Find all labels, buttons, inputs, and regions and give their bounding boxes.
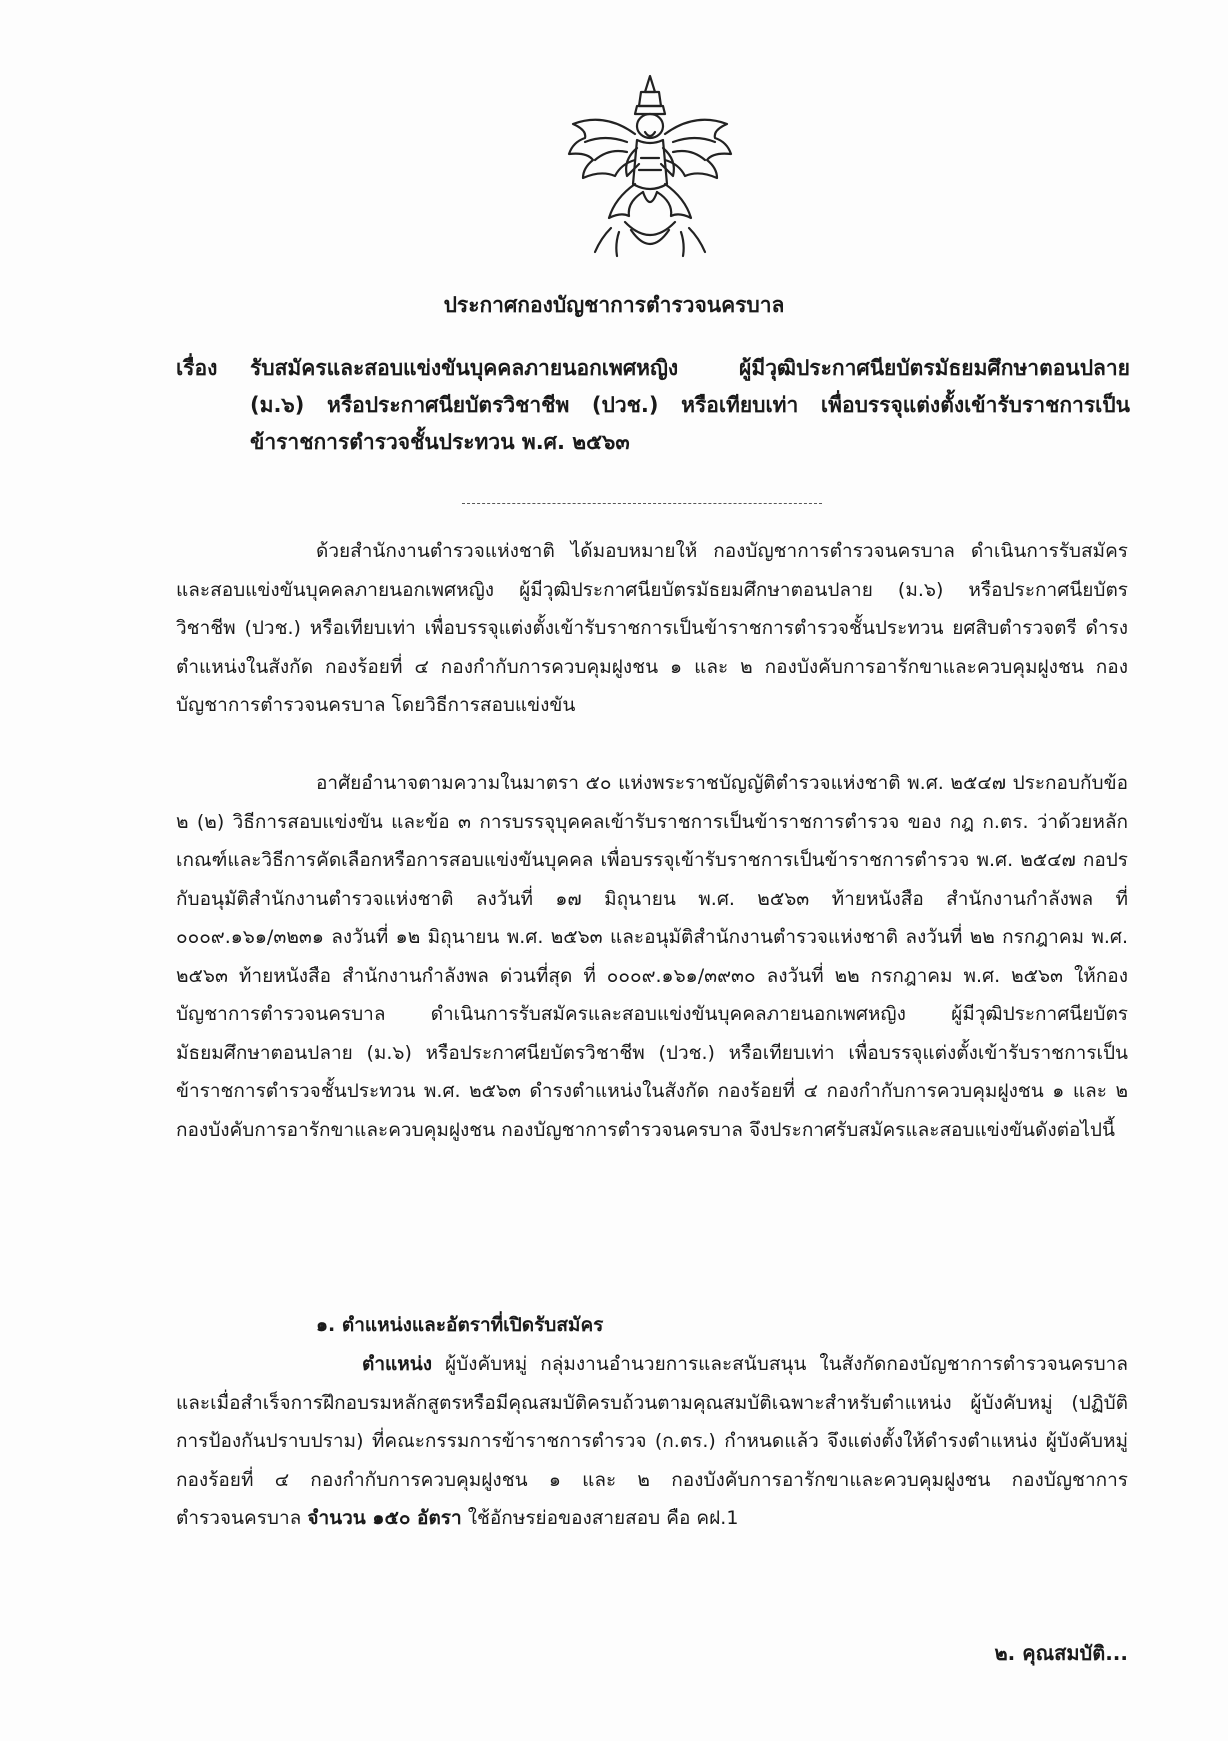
- next-page-indicator: ๒. คุณสมบัติ...: [994, 1641, 1128, 1665]
- section-1-paragraph: [176, 1345, 1128, 1538]
- section-1-heading: ๑. ตำแหน่งและอัตราที่เปิดรับสมัคร: [316, 1314, 604, 1336]
- exam-code-text: ใช้อักษรย่อของสายสอบ คือ คฝ.1: [461, 1507, 739, 1529]
- quota-amount: จำนวน ๑๕๐ อัตรา: [307, 1507, 462, 1529]
- position-description: ผู้บังคับหมู่ กลุ่มงานอำนวยการและสนับสนุน ในสังกัดกองบัญชาการตำรวจนครบาล และเมื่อสำเร็จการฝึกอบรมหลักสูตรหรือมีคุณสมบัติครบถ้วนตามคุณสมบัติเฉพาะสำหรับตำแหน่ง ผู้บังคับหมู่ (ปฏิบัติการป้องกันปราบปราม) ที่คณะกรรมการข้าราชการตำรวจ (ก.ตร.) กำหนดแล้ว จึงแต่งตั้งให้ดำรงตำแหน่ง ผู้บังคับหมู่ กองร้อยที่ ๔ กองกำกับการควบคุมฝูงชน ๑ และ ๒ กองบังคับการอารักขาและควบคุมฝูงชน กองบัญชาการตำรวจนครบาล: [176, 1353, 1128, 1529]
- paragraph-authority: อาศัยอำนาจตามความในมาตรา ๕๐ แห่งพระราชบัญญัติตำรวจแห่งชาติ พ.ศ. ๒๕๔๗ ประกอบกับข้อ ๒ (๒) วิธีการสอบแข่งขัน และข้อ ๓ การบรรจุบุคคลเข้ารับราชการเป็นข้าราชการตำรวจ ของ กฎ ก.ตร. ว่าด้วยหลักเกณฑ์และวิธีการคัดเลือกหรือการสอบแข่งขันบุคคล เพื่อบรรจุเข้ารับราชการเป็นข้าราชการตำรวจ พ.ศ. ๒๕๔๗ กอปรกับอนุมัติสำนักงานตำรวจแห่งชาติ ลงวันที่ ๑๗ มิถุนายน พ.ศ. ๒๕๖๓ ท้ายหนังสือ สำนักงานกำลังพล ที่ ๐๐๐๙.๑๖๑/๓๒๓๑ ลงวันที่ ๑๒ มิถุนายน พ.ศ. ๒๕๖๓ และอนุมัติสำนักงานตำรวจแห่งชาติ ลงวันที่ ๒๒ กรกฎาคม พ.ศ. ๒๕๖๓ ท้ายหนังสือ สำนักงานกำลังพล ด่วนที่สุด ที่ ๐๐๐๙.๑๖๑/๓๙๓๐ ลงวันที่ ๒๒ กรกฎาคม พ.ศ. ๒๕๖๓ ให้กองบัญชาการตำรวจนครบาล ดำเนินการรับสมัครและสอบแข่งขันบุคคลภายนอกเพศหญิง ผู้มีวุฒิประกาศนียบัตรมัธยมศึกษาตอนปลาย (ม.๖) หรือประกาศนียบัตรวิชาชีพ (ปวช.) หรือเทียบเท่า เพื่อบรรจุแต่งตั้งเข้ารับราชการเป็นข้าราชการตำรวจชั้นประทวน พ.ศ. ๒๕๖๓ ดำรงตำแหน่งในสังกัด กองร้อยที่ ๔ กองกำกับการควบคุมฝูงชน ๑ และ ๒ กองบังคับการอารักขาและควบคุมฝูงชน กองบัญชาการตำรวจนครบาล จึงประกาศรับสมัครและสอบแข่งขันดังต่อไปนี้: [176, 772, 1128, 1141]
- position-label: ตำแหน่ง: [362, 1353, 433, 1375]
- garuda-emblem-icon: [565, 72, 735, 262]
- separator-line: [462, 503, 822, 504]
- subject-text: รับสมัครและสอบแข่งขันบุคคลภายนอกเพศหญิง ผู้มีวุฒิประกาศนียบัตรมัธยมศึกษาตอนปลาย (ม.๖) หรือประกาศนียบัตรวิชาชีพ (ปวช.) หรือเทียบเท่า เพื่อบรรจุแต่งตั้งเข้ารับราชการเป็นข้าราชการตำรวจชั้นประทวน พ.ศ. ๒๕๖๓: [250, 356, 1130, 454]
- subject-label: เรื่อง: [176, 356, 218, 380]
- paragraph-intro: ด้วยสำนักงานตำรวจแห่งชาติ ได้มอบหมายให้ กองบัญชาการตำรวจนครบาล ดำเนินการรับสมัครและสอบแข่งขันบุคคลภายนอกเพศหญิง ผู้มีวุฒิประกาศนียบัตรมัธยมศึกษาตอนปลาย (ม.๖) หรือประกาศนียบัตรวิชาชีพ (ปวช.) หรือเทียบเท่า เพื่อบรรจุแต่งตั้งเข้ารับราชการเป็นข้าราชการตำรวจชั้นประทวน ยศสิบตำรวจตรี ดำรงตำแหน่งในสังกัด กองร้อยที่ ๔ กองกำกับการควบคุมฝูงชน ๑ และ ๒ กองบังคับการอารักขาและควบคุมฝูงชน กองบัญชาการตำรวจนครบาล โดยวิธีการสอบแข่งขัน: [176, 540, 1128, 716]
- announcement-title: ประกาศกองบัญชาการตำรวจนครบาล: [443, 293, 785, 317]
